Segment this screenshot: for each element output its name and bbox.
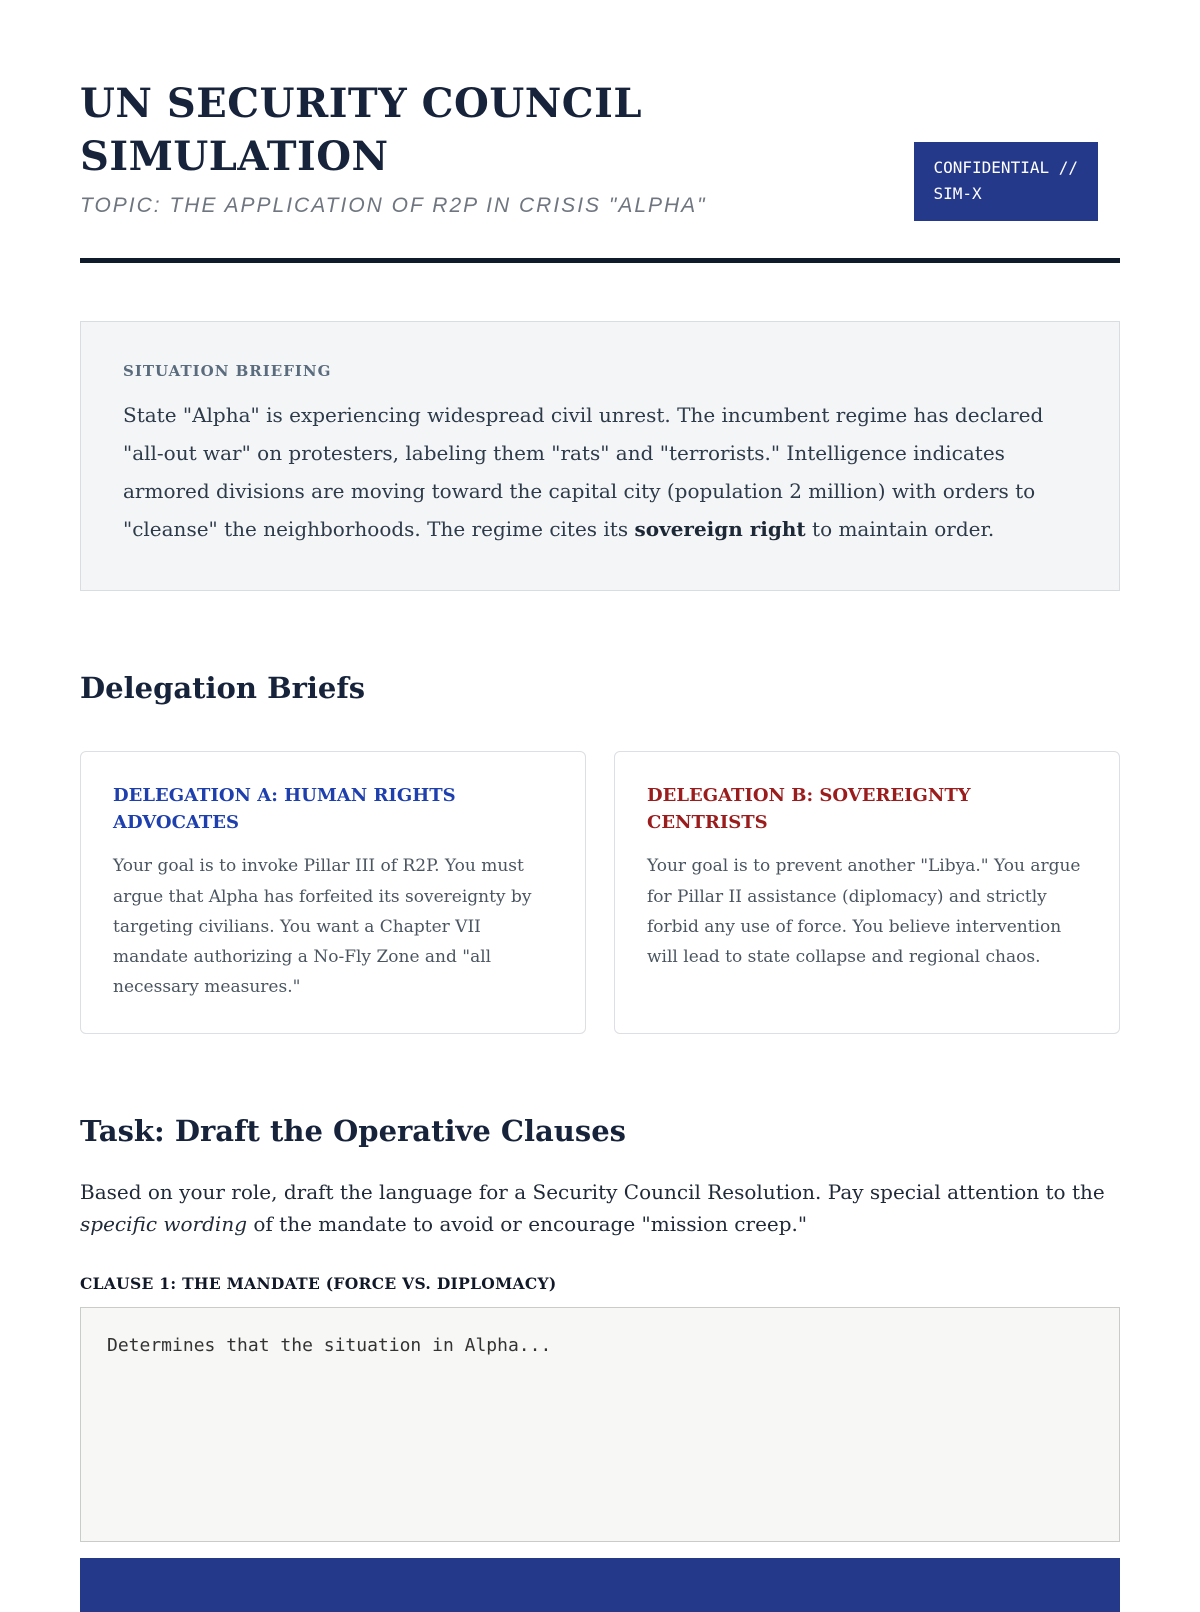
topic-subtitle: TOPIC: THE APPLICATION OF R2P IN CRISIS "ALPHA" xyxy=(80,193,707,217)
delegation-b-card xyxy=(614,751,1120,1034)
briefing-text-after: to maintain order. xyxy=(805,516,995,541)
delegation-b-title: DELEGATION B: SOVEREIGNTY CENTRISTS xyxy=(647,784,971,834)
confidential-badge-line1: CONFIDENTIAL // xyxy=(933,158,1078,177)
delegation-b-body: Your goal is to prevent another "Libya." You argue for Pillar II assistance (diplomacy) and strictly forbid any use of force. You believe intervention will lead to state collapse and regional chaos. xyxy=(647,856,1081,968)
task-heading: Task: Draft the Operative Clauses xyxy=(80,1113,626,1148)
briefing-text-before: State "Alpha" is experiencing widespread civil unrest. The incumbent regime has declared "all-out war" on protesters, labeling them "rats" and "terrorists." Intelligence indicates armored divisions are moving toward the capital city (population 2 million) with orders to "cleanse" the neighborhoods. The regime cites its xyxy=(123,402,1044,541)
task-intro-before: Based on your role, draft the language for a Security Council Resolution. Pay special attention to the xyxy=(80,1179,1105,1204)
delegation-a-title: DELEGATION A: HUMAN RIGHTS ADVOCATES xyxy=(113,784,456,834)
delegation-a-body: Your goal is to invoke Pillar III of R2P. You must argue that Alpha has forfeited its sovereignty by targeting civilians. You want a Chapter VII mandate authorizing a No-Fly Zone and "all necessary measures." xyxy=(113,856,532,998)
delegation-cards xyxy=(80,751,1120,1034)
delegation-briefs-heading: Delegation Briefs xyxy=(80,670,366,705)
task-intro-italic: specific wording xyxy=(80,1211,248,1236)
confidential-badge-line2: SIM-X xyxy=(933,184,982,204)
delegation-a-card xyxy=(80,751,586,1034)
page-title: UN SECURITY COUNCIL SIMULATION xyxy=(80,80,642,180)
situation-briefing-panel xyxy=(80,321,1120,591)
situation-briefing-text xyxy=(123,396,1077,548)
clause1-textarea[interactable] xyxy=(80,1307,1120,1542)
page-header xyxy=(80,78,1120,263)
situation-briefing-label: SITUATION BRIEFING xyxy=(123,361,332,380)
submit-button[interactable] xyxy=(80,1558,1120,1612)
confidential-badge xyxy=(914,142,1099,221)
briefing-text-bold: sovereign right xyxy=(634,516,806,541)
task-intro xyxy=(80,1176,1120,1240)
task-intro-after: of the mandate to avoid or encourage "mission creep." xyxy=(247,1211,808,1236)
clause1-label: CLAUSE 1: THE MANDATE (FORCE VS. DIPLOMACY) xyxy=(80,1273,557,1293)
